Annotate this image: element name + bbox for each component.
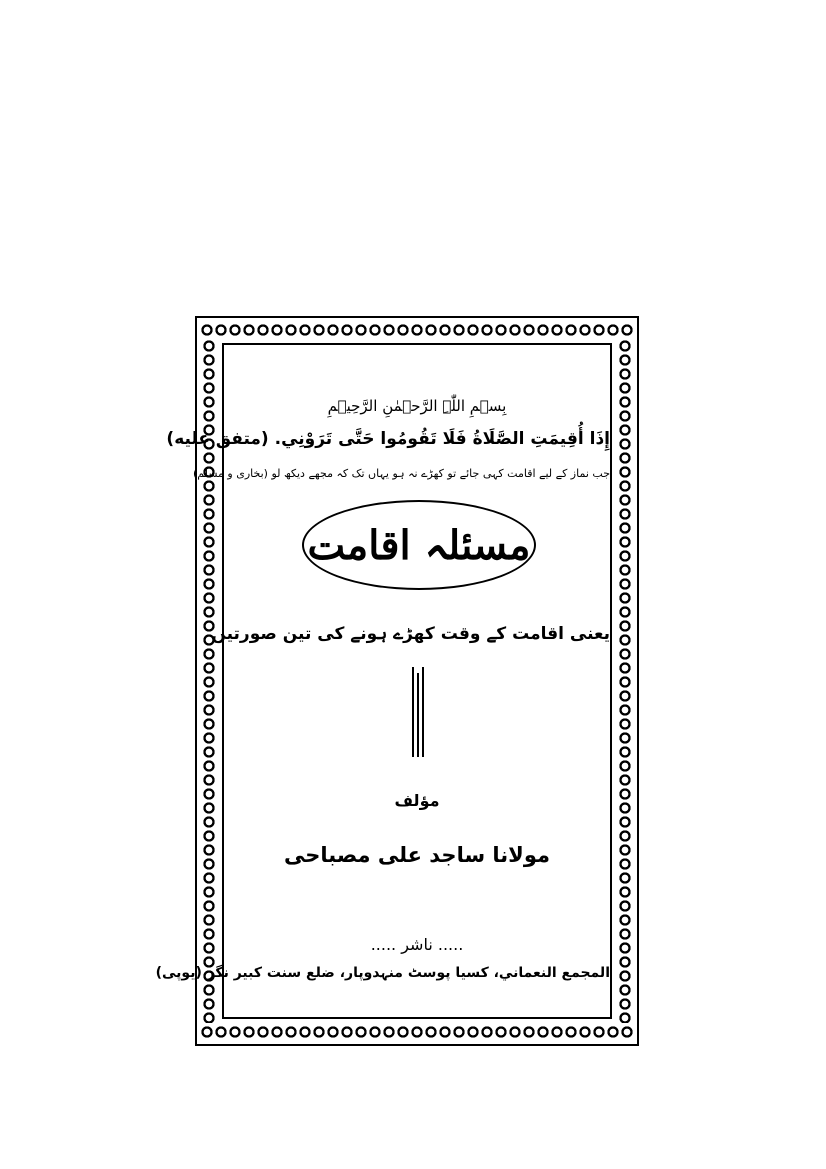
bismillah: بِسۡمِ اللّٰہِ الرَّحۡمٰنِ الرَّحِیۡمِ	[327, 397, 507, 415]
title-page-content	[155, 343, 612, 1019]
hadith-text: إِذَا أُقِيمَتِ الصَّلَاةُ فَلَا تَقُومُوا حَتَّى تَرَوْنِي. (متفق علیه)	[166, 429, 610, 449]
ornament-chain-right	[616, 339, 634, 1023]
title-oval	[302, 500, 536, 590]
book-subtitle: یعنی اقامت کے وقت کھڑے ہونے کی تین صورتیں	[211, 624, 610, 644]
vertical-divider	[412, 667, 426, 757]
publisher-name: المجمع النعماني، کسیا پوسٹ منہدوپار، ضلع سنت کبیر نگر (یوپی)	[155, 965, 610, 981]
author-label: مؤلف	[394, 791, 440, 810]
hadith-translation: جب نماز کے لیے اقامت کہی جائے تو کھڑے نہ ہو یہاں تک کہ مجھے دیکھ لو (بخاری و مسلم)	[192, 467, 610, 480]
publisher-label: ..... ناشر .....	[370, 935, 464, 954]
author-name: مولانا ساجد علی مصباحی	[283, 843, 550, 867]
book-title: مسئلہ اقامت	[307, 521, 531, 569]
title-page-frame	[155, 316, 639, 1046]
ornament-chain-bottom	[200, 1023, 634, 1041]
ornament-chain-top	[200, 321, 634, 339]
